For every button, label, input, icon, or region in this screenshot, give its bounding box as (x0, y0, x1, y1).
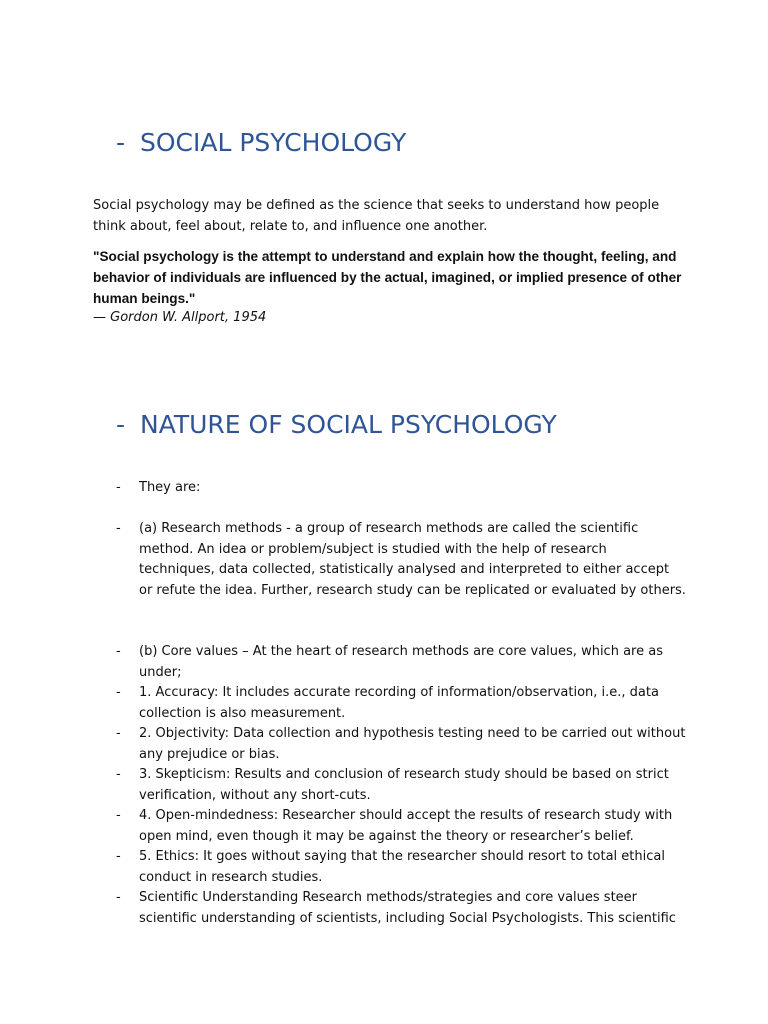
list-item (116, 478, 686, 499)
heading-social-psychology (116, 128, 406, 158)
list-item-text: 5. Ethics: It goes without saying that the researcher should resort to total ethical conduct in research studies. (139, 849, 665, 885)
bullet-dash: - (116, 644, 121, 659)
list-item (116, 806, 686, 847)
bullet-dash: - (116, 726, 121, 741)
list-item (116, 683, 686, 724)
list-item-text: (a) Research methods - a group of research methods are called the scientific method. An idea or problem/subject is studied with the help of research techniques, data collected, statistically analysed and interpreted to either accept or refute the idea. Further, research study can be replicated or evaluated by others. (139, 521, 686, 598)
bullet-dash: - (116, 808, 121, 823)
heading-nature-of-social-psychology (116, 410, 557, 440)
list-item (116, 519, 686, 601)
list-item (116, 847, 686, 888)
bullet-dash: - (116, 521, 121, 536)
bullet-dash: - (116, 890, 121, 905)
list-item-text: Scientific Understanding Research methods/strategies and core values steer scientific understanding of scientists, including Social Psychologists. This scientific (139, 890, 676, 926)
heading-title: NATURE OF SOCIAL PSYCHOLOGY (140, 410, 557, 439)
bullet-dash: - (116, 685, 121, 700)
list-item-text: 4. Open-mindedness: Researcher should accept the results of research study with open mind, even though it may be against the theory or researcher’s belief. (139, 808, 673, 844)
list-item-text: (b) Core values – At the heart of research methods are core values, which are as under; (139, 644, 663, 680)
list-item-text: 3. Skepticism: Results and conclusion of research study should be based on strict verification, without any short-cuts. (139, 767, 669, 803)
list-item (116, 642, 686, 683)
quote-attribution: — Gordon W. Allport, 1954 (93, 310, 267, 325)
list-item-text: They are: (139, 480, 201, 495)
heading-title: SOCIAL PSYCHOLOGY (140, 128, 407, 157)
bullet-dash: - (116, 480, 121, 495)
list-item (116, 724, 686, 765)
list-item (116, 765, 686, 806)
list-item-text: 1. Accuracy: It includes accurate recording of information/observation, i.e., data collection is also measurement. (139, 685, 659, 721)
list-item-text: 2. Objectivity: Data collection and hypothesis testing need to be carried out without any prejudice or bias. (139, 726, 686, 762)
heading-dash: - (116, 128, 126, 157)
bullet-dash: - (116, 849, 121, 864)
definition-paragraph: Social psychology may be defined as the science that seeks to understand how people think about, feel about, relate to, and influence one another. (93, 198, 660, 234)
list-item (116, 888, 686, 929)
bullet-dash: - (116, 767, 121, 782)
allport-quote: "Social psychology is the attempt to understand and explain how the thought, feeling, and behavior of individuals are influenced by the actual, imagined, or implied presence of other human beings." (93, 249, 682, 306)
heading-dash: - (116, 410, 126, 439)
